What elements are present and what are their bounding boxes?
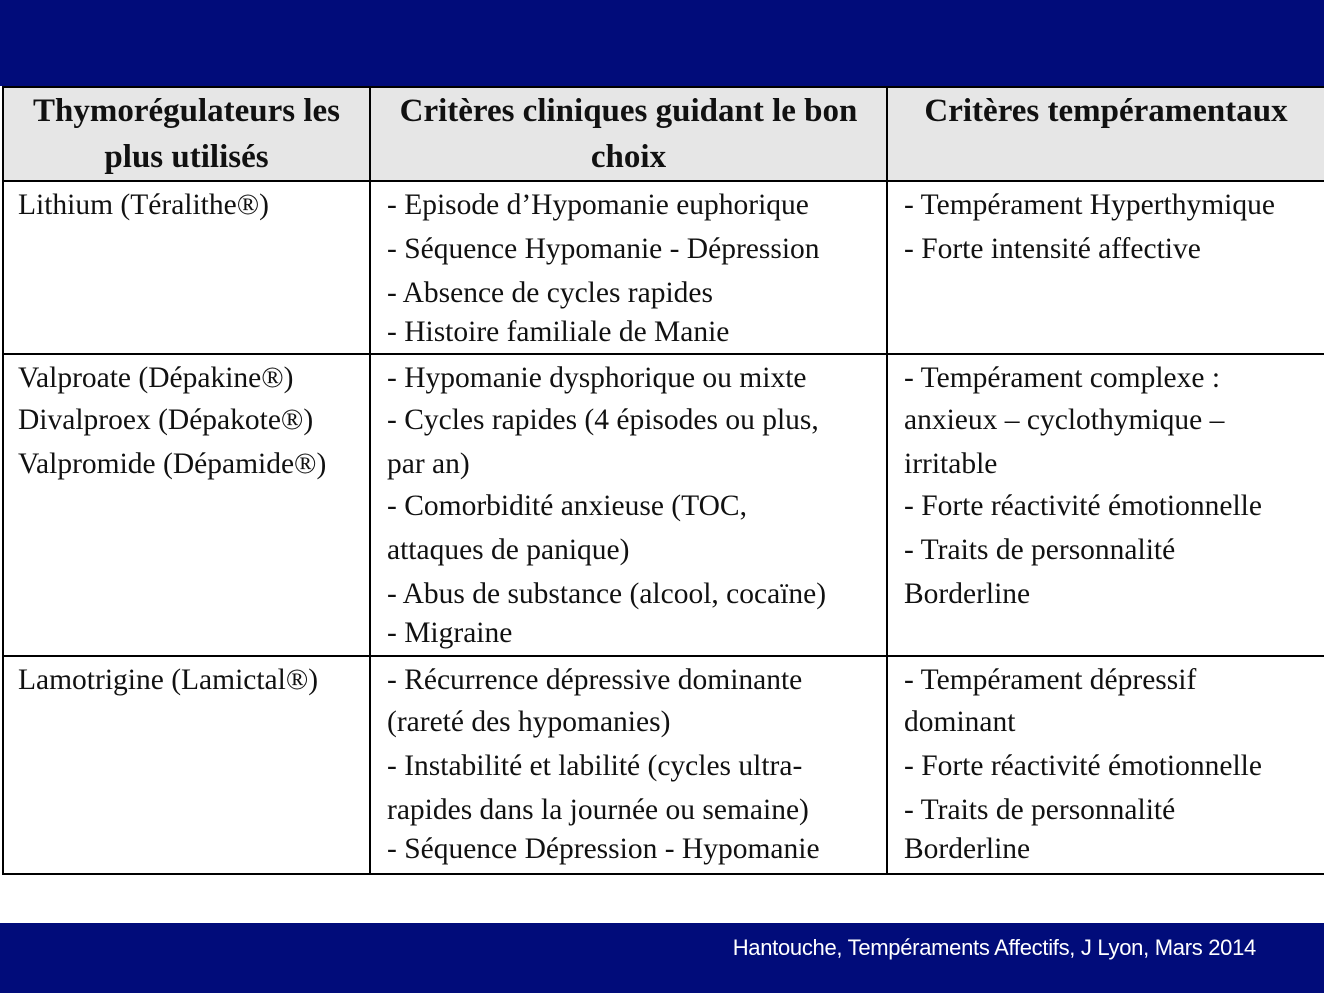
cell-clinical: [370, 354, 887, 656]
clinical-item: attaques de panique): [387, 534, 630, 566]
clinical-item: - Histoire familiale de Manie: [387, 316, 730, 348]
drug-name: Valproate (Dépakine®): [18, 362, 294, 394]
header-clinical: [370, 87, 887, 181]
clinical-item: par an): [387, 448, 470, 480]
cell-clinical: [370, 181, 887, 354]
citation-footer: Hantouche, Tempéraments Affectifs, J Lyon, Mars 2014: [732, 935, 1256, 960]
cell-drugs: [3, 354, 370, 656]
temperament-item: - Tempérament dépressif: [904, 664, 1197, 696]
clinical-item: - Séquence Hypomanie - Dépression: [387, 233, 820, 265]
clinical-item: - Abus de substance (alcool, cocaïne): [387, 578, 827, 610]
clinical-item: - Comorbidité anxieuse (TOC,: [387, 490, 747, 522]
cell-temperament: [887, 181, 1324, 354]
clinical-item: (rareté des hypomanies): [387, 706, 671, 738]
drug-name: Lithium (Téralithe®): [18, 189, 269, 221]
temperament-item: Borderline: [904, 833, 1031, 865]
table-row: [3, 656, 1324, 874]
clinical-item: - Instabilité et labilité (cycles ultra-: [387, 750, 803, 782]
clinical-item: - Episode d’Hypomanie euphorique: [387, 189, 809, 221]
cell-drugs: [3, 181, 370, 354]
temperament-item: - Traits de personnalité: [904, 534, 1176, 566]
temperament-item: irritable: [904, 448, 998, 480]
temperament-item: anxieux – cyclothymique –: [904, 404, 1225, 436]
top-banner: [0, 0, 1324, 86]
cell-clinical: [370, 656, 887, 874]
header-clinical-line: Critères cliniques guidant le bon: [399, 93, 858, 129]
cell-temperament: [887, 656, 1324, 874]
temperament-item: Borderline: [904, 578, 1031, 610]
header-drugs-line: plus utilisés: [104, 139, 269, 175]
header-temperament: [887, 87, 1324, 181]
clinical-item: - Absence de cycles rapides: [387, 277, 713, 309]
drug-name: Valpromide (Dépamide®): [18, 448, 327, 480]
temperament-item: - Tempérament complexe :: [904, 362, 1221, 394]
temperament-item: - Forte réactivité émotionnelle: [904, 750, 1262, 782]
temperament-item: - Tempérament Hyperthymique: [904, 189, 1275, 221]
clinical-item: - Séquence Dépression - Hypomanie: [387, 833, 820, 865]
header-temperament-line: Critères tempéramentaux: [924, 93, 1288, 129]
header-drugs-line: Thymorégulateurs les: [32, 93, 341, 129]
table-row: [3, 181, 1324, 354]
temperament-item: - Forte intensité affective: [904, 233, 1201, 265]
temperament-item: - Traits de personnalité: [904, 794, 1176, 826]
clinical-item: - Hypomanie dysphorique ou mixte: [387, 362, 807, 394]
drug-name: Divalproex (Dépakote®): [18, 404, 314, 436]
temperament-item: - Forte réactivité émotionnelle: [904, 490, 1262, 522]
header-drugs: [3, 87, 370, 181]
clinical-item: - Cycles rapides (4 épisodes ou plus,: [387, 404, 819, 436]
drug-name: Lamotrigine (Lamictal®): [18, 664, 319, 696]
header-clinical-line: choix: [590, 139, 667, 175]
clinical-item: - Récurrence dépressive dominante: [387, 664, 803, 696]
cell-drugs: [3, 656, 370, 874]
temperament-item: dominant: [904, 706, 1016, 738]
clinical-item: - Migraine: [387, 617, 513, 649]
comparison-table: [2, 86, 1324, 875]
clinical-item: rapides dans la journée ou semaine): [387, 794, 809, 826]
cell-temperament: [887, 354, 1324, 656]
table-row: [3, 354, 1324, 656]
table-header-row: [3, 87, 1324, 181]
